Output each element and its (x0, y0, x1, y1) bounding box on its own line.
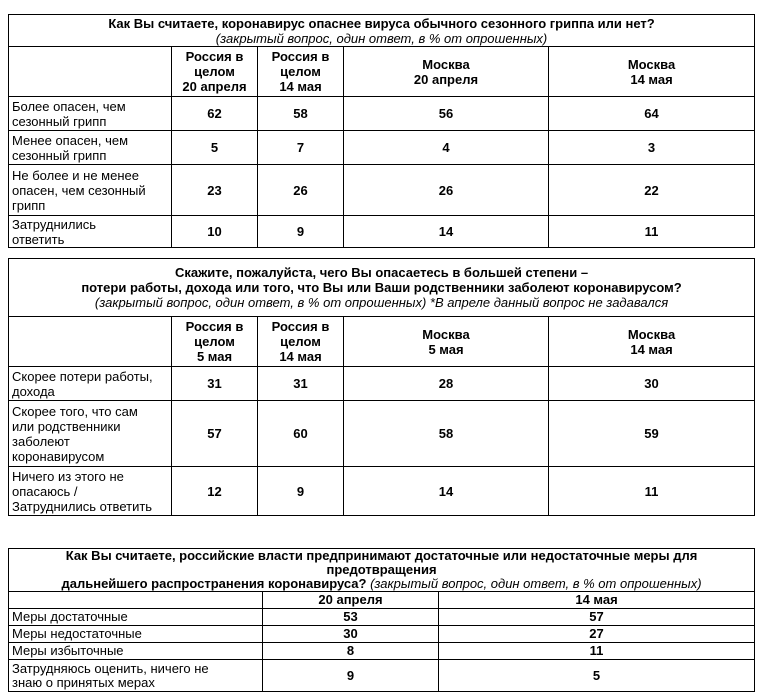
table3-question-line1: Как Вы считаете, российские власти предпринимают достаточные или недостаточные меры для предотвращения (65, 548, 698, 577)
table3-title-cell (9, 549, 755, 592)
cell-value: 62 (172, 97, 258, 131)
table-row (9, 626, 755, 643)
cell-value: 9 (258, 216, 344, 248)
cell-value: 57 (439, 609, 755, 626)
cell-value: 26 (344, 165, 549, 216)
table3-header-empty (9, 592, 263, 609)
row-label: Меры достаточные (9, 609, 263, 626)
table2-title-cell (9, 259, 755, 317)
cell-value: 30 (263, 626, 439, 643)
row-label: Скорее того, что сам или родственники заболеют коронавирусом (9, 401, 172, 467)
table-row (9, 643, 755, 660)
table1-col-header: Москва 14 мая (549, 47, 755, 97)
table1-col-header: Россия в целом 20 апреля (172, 47, 258, 97)
cell-value: 8 (263, 643, 439, 660)
cell-value: 9 (258, 467, 344, 516)
cell-value: 59 (549, 401, 755, 467)
cell-value: 31 (172, 367, 258, 401)
row-label: Затрудняюсь оценить, ничего не знаю о принятых мерах (9, 660, 263, 692)
cell-value: 5 (172, 131, 258, 165)
table1-question: Как Вы считаете, коронавирус опаснее вируса обычного сезонного гриппа или нет? (108, 15, 655, 31)
cell-value: 11 (549, 216, 755, 248)
row-label: Скорее потери работы, дохода (9, 367, 172, 401)
table-row (9, 97, 755, 131)
cell-value: 58 (258, 97, 344, 131)
cell-value: 23 (172, 165, 258, 216)
cell-value: 53 (263, 609, 439, 626)
row-label: Более опасен, чем сезонный грипп (9, 97, 172, 131)
cell-value: 10 (172, 216, 258, 248)
cell-value: 22 (549, 165, 755, 216)
table1-col-header: Москва 20 апреля (344, 47, 549, 97)
cell-value: 5 (439, 660, 755, 692)
table2-col-header: Россия в целом 5 мая (172, 317, 258, 367)
table-row (9, 467, 755, 516)
cell-value: 58 (344, 401, 549, 467)
cell-value: 60 (258, 401, 344, 467)
cell-value: 9 (263, 660, 439, 692)
table-row (9, 609, 755, 626)
table3-note: (закрытый вопрос, один ответ, в % от опрошенных) (366, 576, 702, 591)
table-fear-job-vs-illness (8, 258, 755, 516)
table3-col-header: 14 мая (439, 592, 755, 609)
table-government-measures (8, 548, 755, 692)
table1-note: (закрытый вопрос, один ответ, в % от опрошенных) (215, 30, 548, 46)
cell-value: 56 (344, 97, 549, 131)
cell-value: 26 (258, 165, 344, 216)
table1-title-cell (9, 15, 755, 47)
table-row (9, 367, 755, 401)
cell-value: 27 (439, 626, 755, 643)
table-row (9, 216, 755, 248)
cell-value: 11 (549, 467, 755, 516)
cell-value: 14 (344, 216, 549, 248)
table-row (9, 165, 755, 216)
cell-value: 28 (344, 367, 549, 401)
cell-value: 11 (439, 643, 755, 660)
cell-value: 7 (258, 131, 344, 165)
row-label: Затруднились ответить (9, 216, 172, 248)
table2-question-line1: Скажите, пожалуйста, чего Вы опасаетесь в большей степени – (174, 265, 589, 280)
table-covid-vs-flu (8, 14, 755, 248)
table-row (9, 131, 755, 165)
table2-header-empty (9, 317, 172, 367)
table3-col-header: 20 апреля (263, 592, 439, 609)
row-label: Меры недостаточные (9, 626, 263, 643)
table2-question-line2: потери работы, дохода или того, что Вы или Ваши родственники заболеют коронавирусом? (81, 280, 682, 295)
table3-question-line2: дальнейшего распространения коронавируса? (61, 576, 367, 591)
table2-col-header: Москва 14 мая (549, 317, 755, 367)
table2-col-header: Москва 5 мая (344, 317, 549, 367)
cell-value: 3 (549, 131, 755, 165)
row-label: Не более и не менее опасен, чем сезонный грипп (9, 165, 172, 216)
cell-value: 14 (344, 467, 549, 516)
row-label: Ничего из этого не опасаюсь / Затруднились ответить (9, 467, 172, 516)
row-label: Менее опасен, чем сезонный грипп (9, 131, 172, 165)
table2-col-header: Россия в целом 14 мая (258, 317, 344, 367)
cell-value: 64 (549, 97, 755, 131)
table-row (9, 401, 755, 467)
cell-value: 57 (172, 401, 258, 467)
row-label: Меры избыточные (9, 643, 263, 660)
cell-value: 12 (172, 467, 258, 516)
cell-value: 4 (344, 131, 549, 165)
table-row (9, 660, 755, 692)
table1-header-empty (9, 47, 172, 97)
cell-value: 31 (258, 367, 344, 401)
cell-value: 30 (549, 367, 755, 401)
table2-note: (закрытый вопрос, один ответ, в % от опрошенных) *В апреле данный вопрос не задавался (94, 295, 669, 310)
table1-col-header: Россия в целом 14 мая (258, 47, 344, 97)
